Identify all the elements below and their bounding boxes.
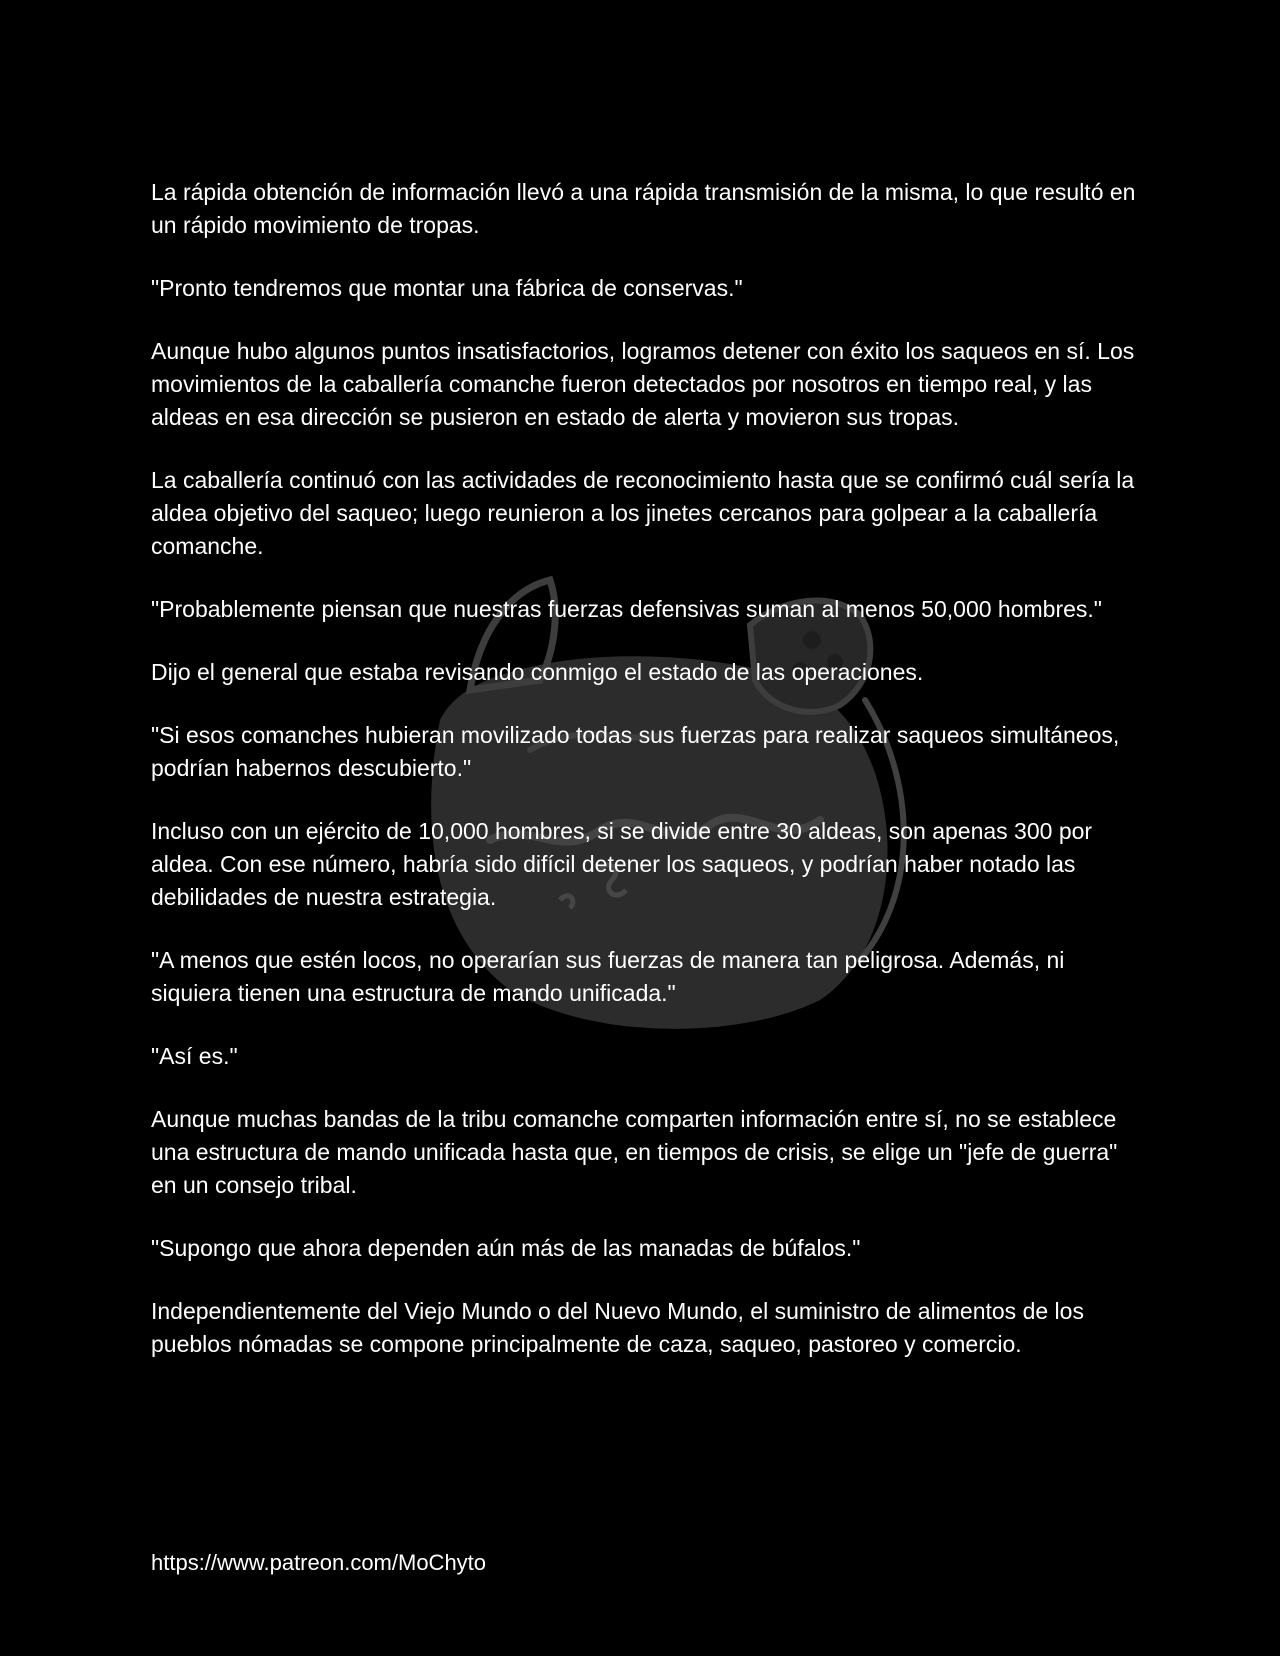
paragraph: La rápida obtención de información llevó a una rápida transmisión de la misma, lo que resultó en un rápido movimiento de tropas. [151,179,1136,238]
paragraph: "A menos que estén locos, no operarían sus fuerzas de manera tan peligrosa. Además, ni siquiera tienen una estructura de mando unificada." [151,947,1065,1006]
paragraph: Dijo el general que estaba revisando conmigo el estado de las operaciones. [151,659,924,685]
patreon-link[interactable]: https://www.patreon.com/MoChyto [151,1550,487,1575]
paragraph: "Probablemente piensan que nuestras fuerzas defensivas suman al menos 50,000 hombres." [151,596,1102,622]
paragraph: La caballería continuó con las actividades de reconocimiento hasta que se confirmó cuál sería la aldea objetivo del saqueo; luego reunieron a los jinetes cercanos para golpear a la caballería comanche. [151,467,1135,559]
paragraph: "Si esos comanches hubieran movilizado todas sus fuerzas para realizar saqueos simultáneos, podrían habernos descubierto." [151,722,1120,781]
paragraph: "Supongo que ahora dependen aún más de las manadas de búfalos." [151,1235,861,1261]
document-body [151,176,1141,1391]
paragraph: Aunque muchas bandas de la tribu comanche comparten información entre sí, no se establece una estructura de mando unificada hasta que, en tiempos de crisis, se elige un "jefe de guerra" en un consejo tribal. [151,1106,1118,1198]
paragraph: Independientemente del Viejo Mundo o del Nuevo Mundo, el suministro de alimentos de los pueblos nómadas se compone principalmente de caza, saqueo, pastoreo y comercio. [151,1298,1084,1357]
paragraph: "Así es." [151,1043,238,1069]
paragraph: Aunque hubo algunos puntos insatisfactorios, logramos detener con éxito los saqueos en sí. Los movimientos de la caballería comanche fueron detectados por nosotros en tiempo real, y las aldeas en esa dirección se pusieron en estado de alerta y movieron sus tropas. [151,338,1135,430]
paragraph: Incluso con un ejército de 10,000 hombres, si se divide entre 30 aldeas, son apenas 300 por aldea. Con ese número, habría sido difícil detener los saqueos, y podrían haber notado las debilidades de nuestra estrategia. [151,818,1093,910]
paragraph: "Pronto tendremos que montar una fábrica de conservas." [151,275,743,301]
